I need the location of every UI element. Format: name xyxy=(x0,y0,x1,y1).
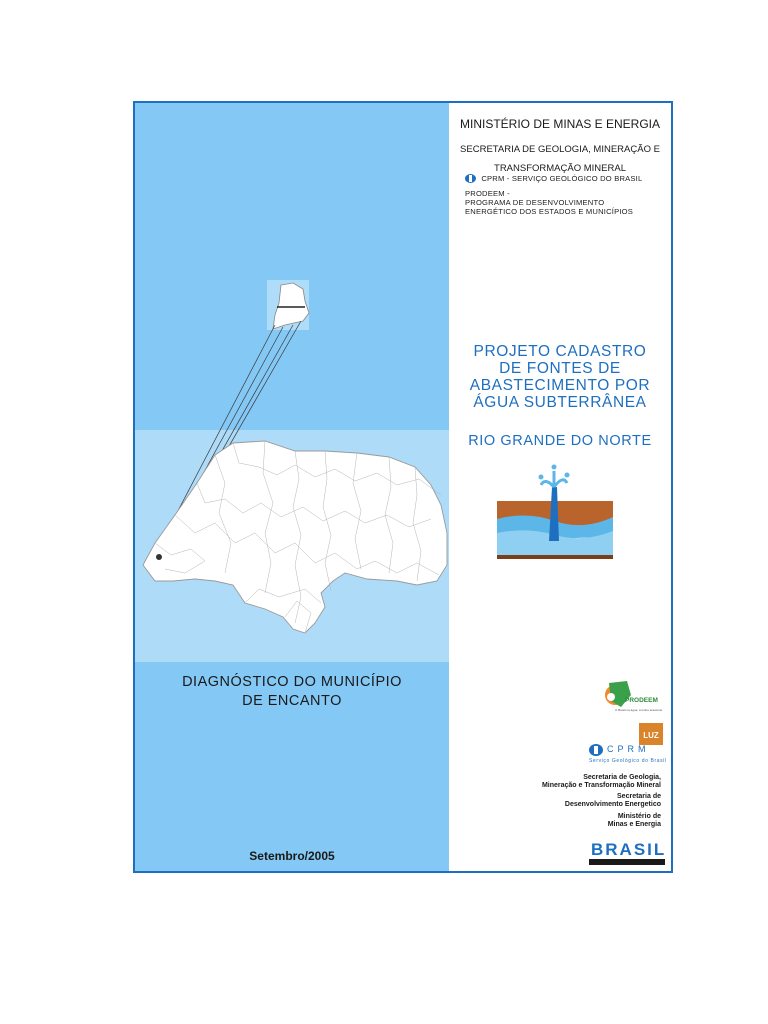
region-title: RIO GRANDE DO NORTE xyxy=(468,433,652,449)
cprm-abbr: CPRM - xyxy=(481,174,510,183)
secretariat-energy-line-1: Secretaria de xyxy=(617,793,661,800)
project-title-line-3: ABASTECIMENTO POR xyxy=(469,377,651,394)
project-title-line-1: PROJETO CADASTRO xyxy=(473,343,647,360)
diagnosis-line-2: DE ENCANTO xyxy=(242,693,342,709)
cprm-logo-icon xyxy=(465,174,476,183)
brasil-logo-bar xyxy=(589,859,665,865)
prodeem-abbr: PRODEEM - xyxy=(465,189,510,198)
rn-state-shape xyxy=(143,441,447,633)
cprm-desc: SERVIÇO GEOLÓGICO DO BRASIL xyxy=(511,174,643,183)
prodeem-desc-line-1: PROGRAMA DE DESENVOLVIMENTO xyxy=(465,198,605,207)
aquifer-illustration xyxy=(497,463,617,563)
ministry-credit-line-2: Minas e Energia xyxy=(607,821,661,828)
prodeem-logo xyxy=(603,677,665,715)
ministry-credit xyxy=(608,813,661,829)
ministry-title: MINISTÉRIO DE MINAS E ENERGIA xyxy=(459,117,661,131)
project-title xyxy=(459,343,661,411)
cprm-logo-subtitle: Serviço Geológico do Brasil xyxy=(589,758,667,764)
cprm-credit xyxy=(465,174,642,183)
diagnosis-line-1: DIAGNÓSTICO DO MUNICÍPIO xyxy=(182,674,402,690)
ministry-credit-line-1: Ministério de xyxy=(617,813,661,820)
project-title-line-2: DE FONTES DE xyxy=(499,360,621,377)
brasil-logo-text: BRASIL xyxy=(591,840,667,859)
project-title-line-4: ÁGUA SUBTERRÂNEA xyxy=(473,394,647,411)
cprm-logo-mark-icon xyxy=(589,744,603,756)
brasil-logo xyxy=(589,839,665,865)
report-cover xyxy=(133,101,673,873)
state-map xyxy=(135,103,449,871)
secretariat-geology-line-1: Secretaria de Geologia, xyxy=(583,774,661,781)
municipality-inset xyxy=(267,280,309,330)
prodeem-logo-tagline: O Brasil na água, a todos acessível xyxy=(615,708,663,712)
left-panel xyxy=(135,103,449,871)
secretariat-line-1: SECRETARIA DE GEOLOGIA, MINERAÇÃO E xyxy=(460,144,660,155)
cprm-logo-name: CPRM xyxy=(607,744,650,754)
prodeem-logo-text: PRODEEM xyxy=(625,697,658,704)
right-panel xyxy=(449,103,671,871)
secretariat-title xyxy=(449,140,671,178)
diagnosis-title xyxy=(155,673,429,711)
secretariat-energy-line-2: Desenvolvimento Energetico xyxy=(564,801,661,808)
luz-logo: LUZ xyxy=(639,723,663,745)
secretariat-geology xyxy=(542,774,661,790)
prodeem-credit xyxy=(465,189,671,216)
prodeem-desc-line-2: ENERGÉTICO DOS ESTADOS E MUNICÍPIOS xyxy=(465,207,634,216)
secretariat-energy xyxy=(565,793,661,809)
publication-date: Setembro/2005 xyxy=(249,849,335,863)
secretariat-geology-line-2: Mineração e Transformação Mineral xyxy=(541,782,661,789)
secretariat-line-2: TRANSFORMAÇÃO MINERAL xyxy=(494,163,626,174)
encanto-marker xyxy=(156,554,162,560)
